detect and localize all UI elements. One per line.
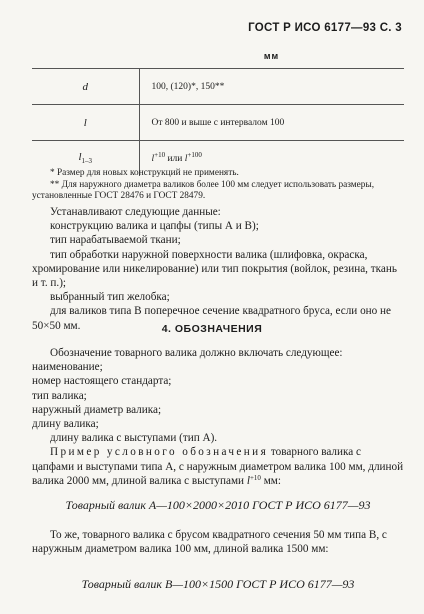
- list-item: тип нарабатываемой ткани;: [50, 234, 181, 247]
- list-item: длину валика;: [32, 418, 99, 431]
- requirements-block: [32, 205, 404, 333]
- note-2: ** Для наружного диаметра валиков более 100 мм следует использовать размеры, установленные ГОСТ 28476 и ГОСТ 28479.: [32, 179, 375, 201]
- example-lead: Пример условного обозначения: [50, 446, 269, 459]
- list-item: номер настоящего стандарта;: [32, 375, 172, 388]
- list-item: длину валика с выступами (тип А).: [50, 432, 218, 445]
- row-symbol: $l_{1-3}$: [32, 141, 139, 177]
- example-paragraph: Пример условного обозначения товарного валика с цапфами и выступами типа А, с наружным диаметром валика 100 мм, длиной валика 2000 мм, длиной валика с выступами $l^{+10}$ мм:: [32, 446, 404, 487]
- list-item: выбранный тип желобка;: [50, 291, 170, 304]
- designation-formula-a: Товарный валик А—100×2000×2010 ГОСТ Р ИСО 6177—93: [65, 498, 371, 512]
- designation-block: [32, 346, 404, 488]
- list-item: наружный диаметр валика;: [32, 403, 162, 416]
- table-row: [32, 69, 404, 105]
- row-value: $l^{+10}$ или $l^{+100}$: [139, 141, 404, 177]
- dimensions-table: [32, 44, 404, 176]
- row-symbol: l: [32, 105, 139, 141]
- list-item: тип валика;: [32, 389, 87, 402]
- table-row: [32, 105, 404, 141]
- row-value: 100, (120)*, 150**: [139, 69, 404, 105]
- example-2-text: То же, товарного валика с брусом квадратного сечения 50 мм типа В, с наружным диаметром валика 100 мм, длиной валика 1500 мм:: [32, 529, 387, 556]
- designation-lead: Обозначение товарного валика должно включать следующее:: [50, 347, 343, 359]
- page-header: ГОСТ Р ИСО 6177—93 С. 3: [248, 22, 402, 34]
- list-item: конструкцию валика и цапфы (типы А и В);: [50, 220, 259, 233]
- example-2-block: [32, 528, 404, 556]
- table-notes: [32, 168, 404, 203]
- table-header-empty: [32, 44, 139, 69]
- requirements-lead: Устанавливают следующие данные:: [50, 206, 221, 218]
- list-item: для валиков типа В поперечное сечение квадратного бруса, если оно не 50×50 мм.: [32, 305, 392, 332]
- row-value: От 800 и выше с интервалом 100: [139, 105, 404, 141]
- designation-formula-b: Товарный валик В—100×1500 ГОСТ Р ИСО 6177—93: [81, 577, 355, 591]
- table-header-unit: мм: [139, 44, 404, 69]
- row-symbol: d: [32, 69, 139, 105]
- note-1: * Размер для новых конструкций не применять.: [50, 168, 239, 178]
- list-item: тип обработки наружной поверхности валика (шлифовка, окраска, хромирование или никелирование) или тип покрытия (войлок, резина, ткань и т. п.);: [32, 248, 397, 290]
- list-item: наименование;: [32, 361, 103, 374]
- section-title: 4. ОБОЗНАЧЕНИЯ: [161, 323, 263, 335]
